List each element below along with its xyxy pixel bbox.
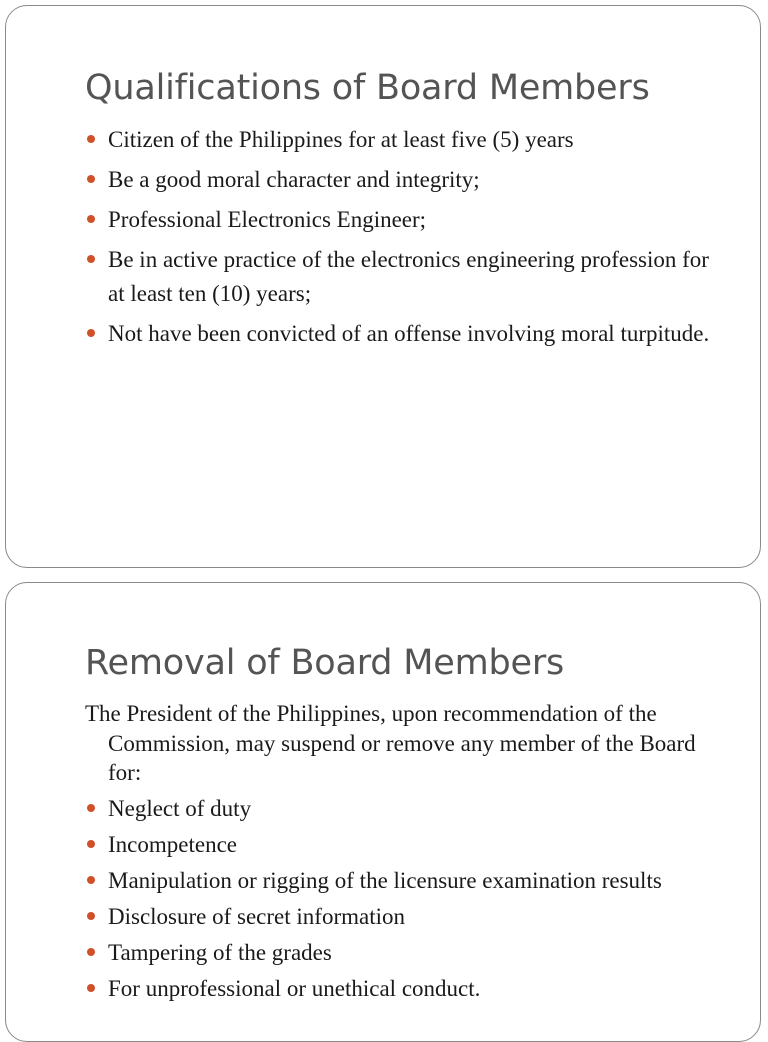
list-item <box>86 792 730 826</box>
bullet-dot-icon <box>87 948 95 956</box>
list-item-text: Incompetence <box>108 832 237 857</box>
bullet-list <box>86 792 730 1008</box>
list-item-text: Citizen of the Philippines for at least five (5) years <box>108 127 574 152</box>
list-item <box>86 163 730 197</box>
list-item-text: Be a good moral character and integrity; <box>108 167 480 192</box>
list-item-text: Disclosure of secret information <box>108 904 405 929</box>
bullet-dot-icon <box>87 804 95 812</box>
bullet-dot-icon <box>87 984 95 992</box>
slide-title: Removal of Board Members <box>85 643 565 683</box>
list-item-text: For unprofessional or unethical conduct. <box>108 976 481 1001</box>
slide-removal <box>5 582 761 1042</box>
list-item-text: Manipulation or rigging of the licensure examination results <box>108 868 662 893</box>
list-item-text: Be in active practice of the electronics engineering profession for at least ten (10) years; <box>108 247 709 306</box>
list-item-text: Tampering of the grades <box>108 940 332 965</box>
list-item <box>86 972 730 1006</box>
slide-qualifications <box>5 5 761 568</box>
bullet-dot-icon <box>87 175 95 183</box>
intro-paragraph: The President of the Philippines, upon recommendation of the Commission, may suspend or remove any member of the Board for: <box>85 701 696 785</box>
bullet-dot-icon <box>87 912 95 920</box>
bullet-dot-icon <box>87 329 95 337</box>
list-item <box>86 900 730 934</box>
list-item-text: Neglect of duty <box>108 796 252 821</box>
list-item <box>86 864 730 898</box>
bullet-list <box>86 123 730 357</box>
bullet-dot-icon <box>87 840 95 848</box>
list-item-text: Not have been convicted of an offense involving moral turpitude. <box>108 321 710 346</box>
list-item <box>86 203 730 237</box>
slide-title: Qualifications of Board Members <box>85 68 650 108</box>
list-item <box>86 123 730 157</box>
bullet-dot-icon <box>87 255 95 263</box>
bullet-dot-icon <box>87 876 95 884</box>
bullet-dot-icon <box>87 135 95 143</box>
bullet-dot-icon <box>87 215 95 223</box>
list-item <box>86 828 730 862</box>
list-item <box>86 243 730 311</box>
list-item <box>86 317 730 351</box>
list-item <box>86 936 730 970</box>
list-item-text: Professional Electronics Engineer; <box>108 207 427 232</box>
